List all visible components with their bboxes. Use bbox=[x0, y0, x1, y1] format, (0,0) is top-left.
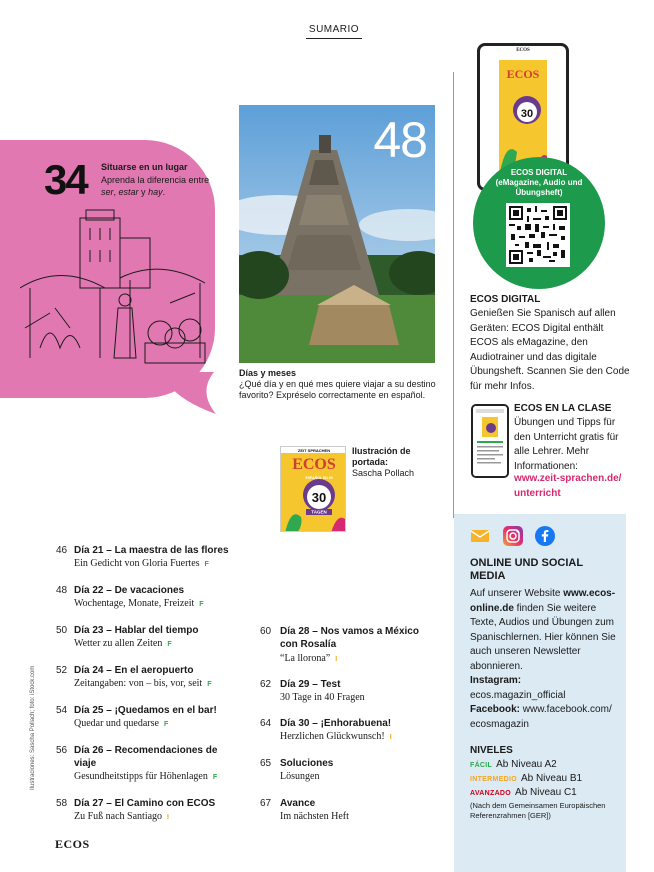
section-label: SUMARIO bbox=[306, 24, 362, 39]
toc-subtitle: Herzlichen Glückwunsch! I bbox=[280, 731, 392, 742]
toc-subtitle: 30 Tage in 40 Fragen bbox=[280, 692, 365, 703]
cover-art bbox=[281, 447, 346, 532]
toc-page: 46 bbox=[56, 545, 68, 556]
photo-caption-title[interactable]: Días y meses bbox=[239, 368, 297, 378]
toc-title: Día 25 – ¡Quedamos en el bar! bbox=[74, 705, 217, 716]
toc-subtitle: Zeitangaben: von – bis, vor, seit F bbox=[74, 678, 212, 689]
online-heading: ONLINE UND SOCIAL MEDIA bbox=[470, 557, 583, 582]
niveles-note: (Nach dem Gemeinsamen Europäischen Referenzrahmen [GER]) bbox=[470, 801, 606, 820]
toc-subtitle: Ein Gedicht von Gloria Fuertes F bbox=[74, 558, 209, 569]
cover-brand-top: ZEIT SPRACHEN bbox=[297, 448, 331, 453]
cover-logo: ECOS bbox=[292, 456, 336, 473]
toc-title: Día 26 – Recomendaciones de viaje bbox=[74, 745, 218, 769]
market-illustration bbox=[20, 208, 215, 368]
toc-title: Día 28 – Nos vamos a México con Rosalía bbox=[280, 626, 419, 650]
toc-page: 54 bbox=[56, 705, 68, 716]
facebook-icon[interactable] bbox=[535, 526, 555, 546]
toc-subtitle: Quedar und quedarse F bbox=[74, 718, 169, 729]
toc-page: 50 bbox=[56, 625, 68, 636]
toc-page: 56 bbox=[56, 745, 68, 756]
cover-tag: ESPAÑOL EN 30 bbox=[305, 476, 333, 480]
footer-brand: ECOS bbox=[55, 837, 90, 851]
toc-page: 60 bbox=[260, 626, 272, 637]
online-text: Auf unserer Website www.ecos-online.de finden Sie weitere Texte, Audios und Übungen zum Spanischlernen. Hier können Sie auch unseren Newsletter abonnieren. Instagram: ecos.magazin_official Facebook: www.facebook.com/ ecosmagazin bbox=[470, 588, 616, 730]
digital-circle-subtitle: (eMagazine, Audio und Übungsheft) bbox=[495, 178, 583, 197]
toc-title: Día 22 – De vacaciones bbox=[74, 585, 185, 596]
photo-page-number: 48 bbox=[373, 112, 427, 168]
tablet-cover-days: 30 bbox=[520, 108, 534, 120]
clase-link[interactable]: www.zeit-sprachen.de/ unterricht bbox=[514, 473, 622, 499]
phone-screen-art bbox=[473, 406, 507, 476]
toc-page: 64 bbox=[260, 718, 272, 729]
toc-subtitle: “La llorona” I bbox=[280, 653, 338, 664]
toc-page: 48 bbox=[56, 585, 68, 596]
bubble-tail bbox=[168, 372, 218, 414]
tablet-brand: ECOS bbox=[516, 48, 530, 53]
cover-thumbnail[interactable] bbox=[280, 446, 346, 532]
toc-title: Día 30 – ¡Enhorabuena! bbox=[280, 718, 392, 729]
feature-title[interactable]: Situarse en un lugar bbox=[101, 162, 188, 172]
toc-title: Avance bbox=[280, 798, 316, 809]
cover-days-label: TAGEN bbox=[311, 509, 327, 515]
clase-heading: ECOS EN LA CLASE bbox=[514, 403, 612, 414]
digital-circle-title: ECOS DIGITAL bbox=[510, 168, 568, 177]
toc-title: Día 21 – La maestra de las flores bbox=[74, 545, 229, 556]
toc-page: 67 bbox=[260, 798, 272, 809]
instagram-icon[interactable] bbox=[503, 526, 523, 546]
clase-text: Übungen und Tipps für den Unterricht gratis für alle Lehrer. Mehr Informationen: bbox=[514, 417, 619, 472]
digital-heading: ECOS DIGITAL bbox=[470, 294, 541, 305]
qr-code[interactable] bbox=[506, 203, 570, 267]
column-divider bbox=[453, 72, 454, 518]
feature-description: Aprenda la diferencia entre ser, estar y hay. bbox=[101, 175, 210, 197]
cover-days: 30 bbox=[311, 490, 327, 505]
website-link[interactable]: www.ecos-online.de bbox=[470, 588, 616, 614]
illustration-credit: Ilustraciones: Sascha Pollach; foto: iStock.com bbox=[30, 665, 36, 790]
facebook-link[interactable]: www.facebook.com/ ecosmagazin bbox=[470, 704, 612, 730]
toc-subtitle: Lösungen bbox=[280, 771, 320, 782]
toc-title: Soluciones bbox=[280, 758, 334, 769]
instagram-handle[interactable]: ecos.magazin_official bbox=[470, 689, 566, 701]
nivel-facil: FÁCIL Ab Niveau A2 bbox=[470, 759, 557, 770]
phone-mockup bbox=[471, 404, 509, 478]
photo-caption-text: ¿Qué día y en qué mes quiere viajar a su destino favorito? Expréselo correctamente en español. bbox=[239, 379, 436, 400]
tablet-cover-logo: ECOS bbox=[506, 67, 540, 81]
toc-subtitle: Wochentage, Monate, Freizeit F bbox=[74, 598, 204, 609]
feature-page-number[interactable]: 34 bbox=[44, 156, 87, 203]
toc-subtitle: Wetter zu allen Zeiten F bbox=[74, 638, 172, 649]
digital-text: Genießen Sie Spanisch auf allen Geräten: ECOS Digital enthält ECOS als eMagazine, den Audiotrainer und das digitale Übungsheft. Scannen Sie den Code für mehr Infos. bbox=[470, 308, 630, 392]
toc-page: 52 bbox=[56, 665, 68, 676]
nivel-intermedio: INTERMEDIO Ab Niveau B1 bbox=[470, 773, 583, 784]
nivel-avanzado: AVANZADO Ab Niveau C1 bbox=[470, 787, 577, 798]
toc-title: Día 24 – En el aeropuerto bbox=[74, 665, 194, 676]
cover-credit-title: Ilustración de portada: bbox=[352, 446, 411, 467]
cover-credit-name: Sascha Pollach bbox=[352, 468, 415, 478]
toc-subtitle: Gesundheitstipps für Höhenlagen F bbox=[74, 771, 218, 782]
qr-code-icon bbox=[509, 206, 567, 264]
toc-page: 58 bbox=[56, 798, 68, 809]
toc-title: Día 29 – Test bbox=[280, 679, 341, 690]
toc-page: 62 bbox=[260, 679, 272, 690]
toc-subtitle: Im nächsten Heft bbox=[280, 811, 349, 822]
toc-subtitle: Zu Fuß nach Santiago I bbox=[74, 811, 169, 822]
toc-page: 65 bbox=[260, 758, 272, 769]
toc-title: Día 27 – El Camino con ECOS bbox=[74, 798, 216, 809]
niveles-heading: NIVELES bbox=[470, 745, 513, 756]
toc-title: Día 23 – Hablar del tiempo bbox=[74, 625, 199, 636]
feature-photo[interactable] bbox=[239, 105, 435, 363]
mail-icon[interactable] bbox=[470, 526, 490, 546]
